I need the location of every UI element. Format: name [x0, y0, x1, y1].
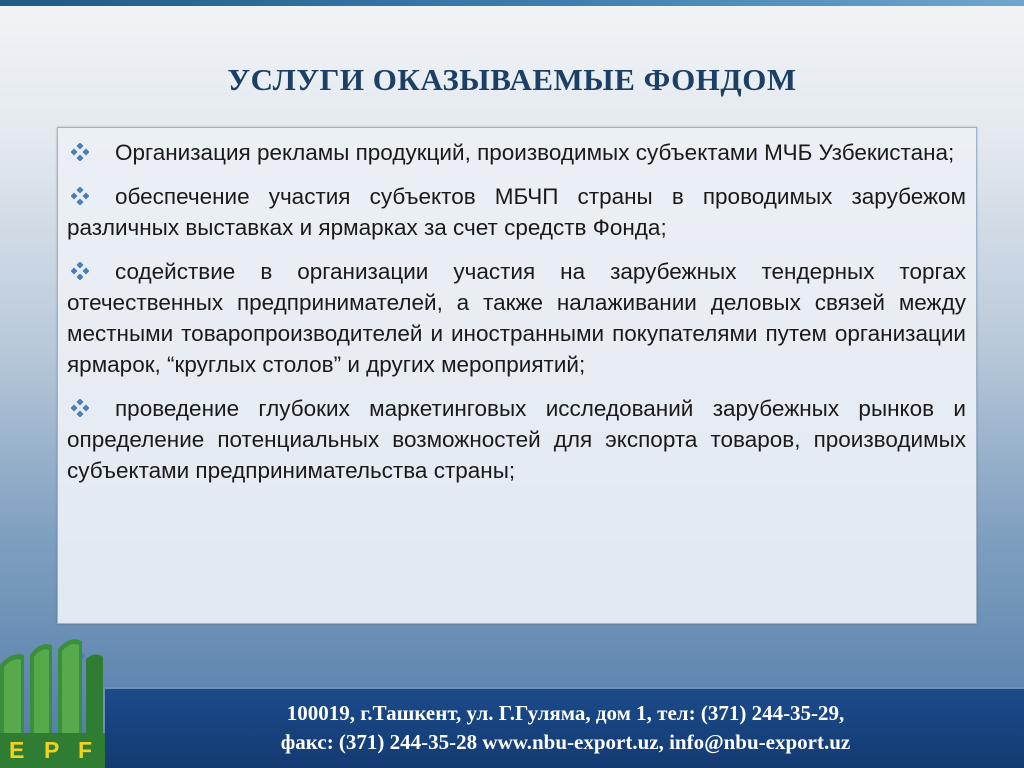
- diamond-bullet-icon: [67, 258, 93, 284]
- list-item-text: обеспечение участия субъектов МБЧП страны в проводимых зарубежом различных выставках и ярмарках за счет средств Фонда;: [67, 184, 966, 240]
- list-item-text: Организация рекламы продукций, производимых субъектами МЧБ Узбекистана;: [115, 140, 955, 165]
- diamond-bullet-icon: [67, 183, 93, 209]
- diamond-bullet-icon: [67, 139, 93, 165]
- top-accent-bar: [0, 0, 1024, 6]
- services-list: [57, 127, 977, 624]
- list-item: [67, 181, 966, 243]
- logo-letter-p: P: [44, 737, 60, 763]
- footer-contacts: факс: (371) 244-35-28 www.nbu-export.uz, info@nbu-export.uz: [280, 730, 851, 754]
- footer-address: 100019, г.Ташкент, ул. Г.Гуляма, дом 1, тел: (371) 244-35-29,: [286, 701, 845, 725]
- list-item-text: содействие в организации участия на зарубежных тендерных торгах отечественных предпринимателей, а также налаживании деловых связей между местными товаропроизводителей и иностранными покупателями путем организации ярмарок, “круглых столов” и других мероприятий;: [67, 259, 966, 377]
- contact-footer: [103, 687, 1024, 768]
- list-item: [67, 256, 966, 380]
- logo-letter-f: F: [78, 737, 93, 763]
- page-title: УСЛУГИ ОКАЗЫВАЕМЫЕ ФОНДОМ: [227, 62, 797, 97]
- epf-logo: [0, 637, 105, 768]
- logo-letter-e: E: [9, 737, 25, 763]
- list-item: [67, 393, 966, 486]
- list-item-text: проведение глубоких маркетинговых исследований зарубежных рынков и определение потенциальных возможностей для экспорта товаров, производимых субъектами предпринимательства страны;: [67, 396, 966, 483]
- list-item: [67, 137, 966, 168]
- diamond-bullet-icon: [67, 395, 93, 421]
